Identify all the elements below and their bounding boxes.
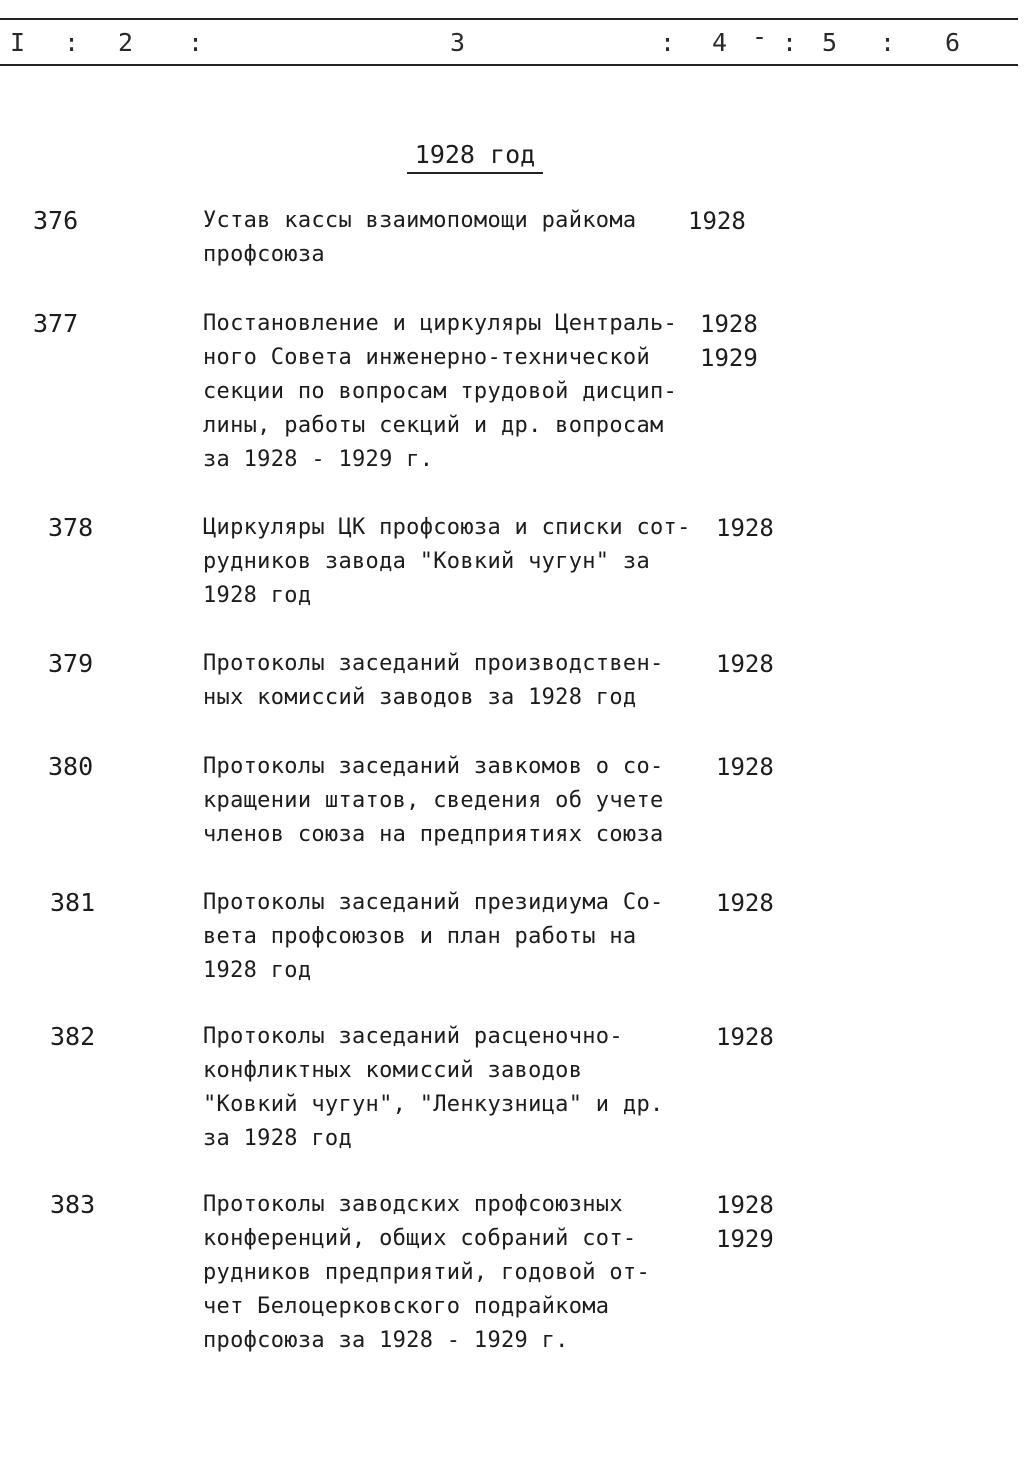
entry-title: Циркуляры ЦК профсоюза и списки сот- рудников завода "Ковкий чугун" за 1928 год — [203, 515, 691, 608]
entry-dates: 1928 — [716, 889, 774, 917]
entry-title: Постановление и циркуляры Централь- ного Совета инженерно-технической секции по вопросам трудовой дисцип- лины, работы секций и др. вопросам за 1928 - 1929 г. — [203, 311, 678, 472]
column-1-label: I — [10, 28, 26, 57]
column-separator: : — [64, 28, 80, 57]
header-top-rule — [0, 18, 1018, 20]
column-separator: : — [660, 28, 676, 57]
column-3-label: 3 — [450, 28, 466, 57]
column-4-label: 4 — [712, 28, 728, 57]
entry-number: 378 — [48, 513, 94, 542]
entry-title: Устав кассы взаимопомощи райкома профсоюза — [203, 208, 637, 267]
entry-dates: 1928 1929 — [716, 1191, 774, 1253]
entry-number: 383 — [50, 1190, 96, 1219]
column-6-label: 6 — [945, 28, 961, 57]
column-dash: - — [752, 22, 768, 51]
column-separator: : — [880, 28, 896, 57]
entry-title: Протоколы заседаний завкомов о со- кращении штатов, сведения об учете членов союза на предприятиях союза — [203, 754, 664, 847]
entry-title: Протоколы заводских профсоюзных конференций, общих собраний сот- рудников предприятий, годовой от- чет Белоцерковского подрайкома профсоюза за 1928 - 1929 г. — [203, 1192, 650, 1353]
entry-dates: 1928 — [688, 207, 746, 235]
header-bottom-rule — [0, 64, 1018, 66]
entry-dates: 1928 — [716, 650, 774, 678]
column-separator: : — [188, 28, 204, 57]
entry-dates: 1928 1929 — [700, 310, 758, 372]
entry-number: 376 — [33, 206, 79, 235]
entry-number: 381 — [50, 888, 96, 917]
entry-number: 377 — [33, 309, 79, 338]
entry-dates: 1928 — [716, 514, 774, 542]
section-heading — [0, 140, 950, 174]
section-heading-text: 1928 год — [407, 140, 543, 174]
entry-title: Протоколы заседаний производствен- ных комиссий заводов за 1928 год — [203, 651, 664, 710]
column-separator: : — [782, 28, 798, 57]
entry-title: Протоколы заседаний президиума Со- вета профсоюзов и план работы на 1928 год — [203, 890, 664, 983]
entry-number: 382 — [50, 1022, 96, 1051]
entry-dates: 1928 — [716, 753, 774, 781]
entry-number: 380 — [48, 752, 94, 781]
entry-number: 379 — [48, 649, 94, 678]
column-2-label: 2 — [118, 28, 134, 57]
column-5-label: 5 — [822, 28, 838, 57]
entry-title: Протоколы заседаний расценочно- конфликтных комиссий заводов "Ковкий чугун", "Ленкузница" и др. за 1928 год — [203, 1024, 664, 1151]
entry-dates: 1928 — [716, 1023, 774, 1051]
